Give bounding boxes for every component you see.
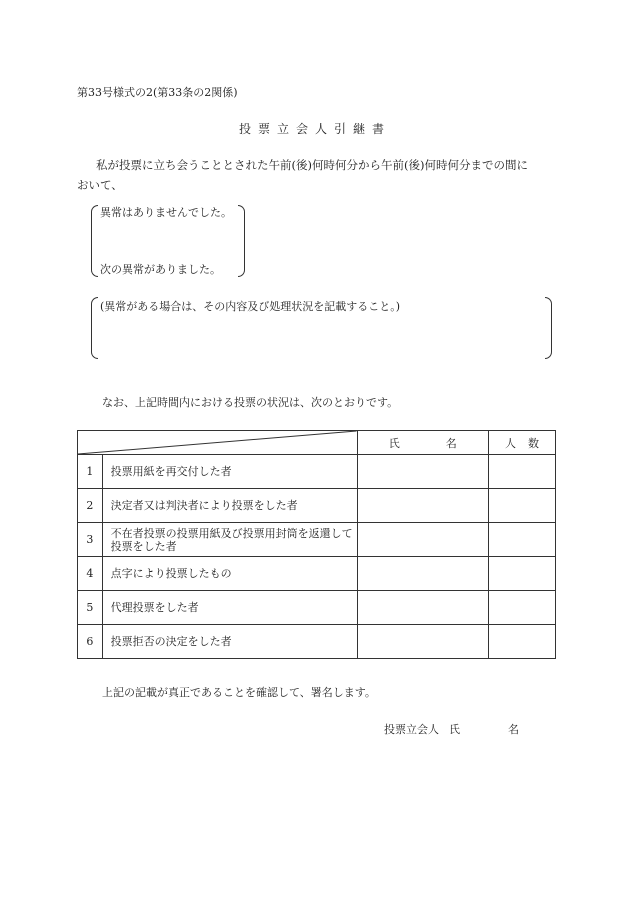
row-count-cell[interactable] [488,625,555,659]
issue-note: (異常がある場合は、その内容及び処理状況を記載すること。) [100,300,401,313]
row-name-cell[interactable] [357,455,488,489]
row-count-cell[interactable] [488,455,555,489]
table-row [78,591,556,625]
row-item: 投票用紙を再交付した者 [102,455,357,489]
row-name-cell[interactable] [357,625,488,659]
diagonal-line [78,431,357,454]
vote-status-table [77,430,556,659]
row-item: 決定者又は判決者により投票をした者 [102,489,357,523]
row-item: 不在者投票の投票用紙及び投票用封筒を返還して投票をした者 [102,523,357,557]
row-number: 3 [78,523,103,557]
row-item: 代理投票をした者 [102,591,357,625]
table-row [78,489,556,523]
row-number: 6 [78,625,103,659]
row-number: 5 [78,591,103,625]
intro-line-2: おいて、 [77,178,123,192]
row-name-cell[interactable] [357,591,488,625]
row-name-cell[interactable] [357,489,488,523]
options-right-bracket [238,205,245,277]
row-count-cell[interactable] [488,489,555,523]
diagonal-header-cell [78,431,358,455]
row-item: 投票拒否の決定をした者 [102,625,357,659]
row-name-cell[interactable] [357,523,488,557]
row-count-cell[interactable] [488,591,555,625]
document-title: 投票立会人引継書 [238,122,391,136]
table-header-row [78,431,556,455]
table-row [78,557,556,591]
signature-name-label-1: 氏 [449,723,460,736]
note-right-bracket [545,297,552,359]
note-left-bracket [91,297,98,359]
name-header: 氏 名 [357,431,488,455]
row-number: 4 [78,557,103,591]
signature-line [384,721,519,737]
table-row [78,523,556,557]
row-number: 2 [78,489,103,523]
option-no-issue: 異常はありませんでした。 [100,206,232,219]
row-name-cell[interactable] [357,557,488,591]
signature-name-label-2: 名 [508,723,519,736]
table-row [78,455,556,489]
confirmation-statement: 上記の記載が真正であることを確認して、署名します。 [102,686,376,699]
row-item: 点字により投票したもの [102,557,357,591]
signature-role: 投票立会人 [384,723,439,736]
option-issue: 次の異常がありました。 [100,263,221,276]
row-count-cell[interactable] [488,523,555,557]
row-count-cell[interactable] [488,557,555,591]
intro-line-1: 私が投票に立ち会うこととされた午前(後)何時何分から午前(後)何時何分までの間に [96,158,528,172]
status-intro: なお、上記時間内における投票の状況は、次のとおりです。 [102,396,399,409]
row-number: 1 [78,455,103,489]
options-left-bracket [91,205,98,277]
count-header: 人 数 [488,431,555,455]
form-number: 第33号様式の2(第33条の2関係) [77,86,238,99]
table-row [78,625,556,659]
